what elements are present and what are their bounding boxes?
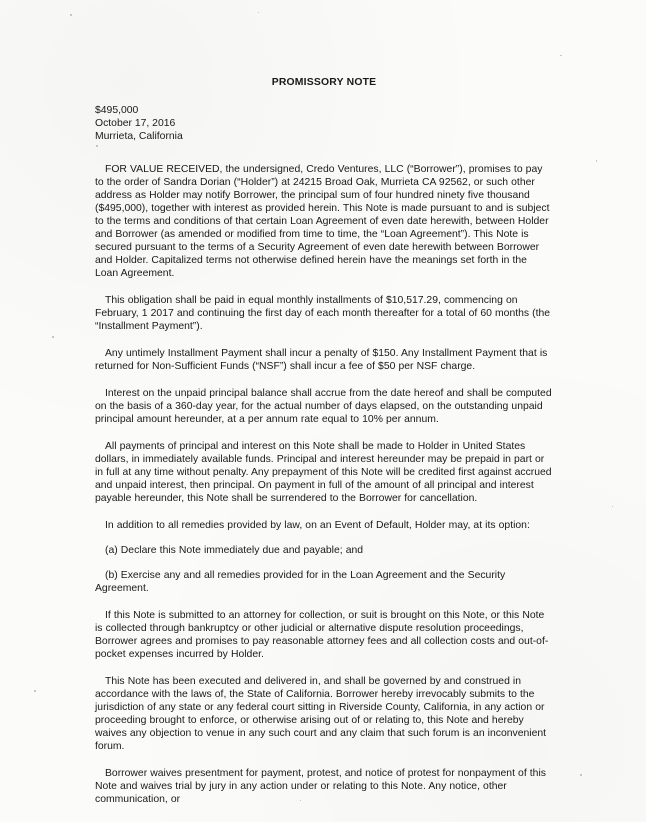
note-location: Murrieta, California <box>95 131 183 142</box>
scan-speck <box>52 336 54 338</box>
paragraph-remedies-intro: In addition to all remedies provided by law, on an Event of Default, Holder may, at its option: <box>105 520 530 531</box>
scan-speck <box>612 506 613 507</box>
note-body <box>95 76 553 820</box>
paragraph-payments: All payments of principal and interest on this Note shall be made to Holder in United States dollars, in immediately available funds. Principal and interest hereunder may be prepaid in part or in full at any time without penalty. Any prepayment of this Note will be credited first against accrued and unpaid interest, then principal. On payment in full of the amount of all principal and interest payable hereunder, this Note shall be surrendered to the Borrower for cancellation. <box>95 441 552 504</box>
paragraph-waivers: Borrower waives presentment for payment, protest, and notice of protest for nonpayment of this Note and waives trial by jury in any action under or relating to this Note. Any notice, other communication, or <box>95 768 546 805</box>
remedy-item-b: (b) Exercise any and all remedies provided for in the Loan Agreement and the Security Agreement. <box>95 570 506 594</box>
scan-speck <box>70 14 72 16</box>
paragraph-penalties: Any untimely Installment Payment shall incur a penalty of $150. Any Installment Payment that is returned for Non-Sufficient Funds (“NSF”) shall incur a fee of $50 per NSF charge. <box>95 348 548 372</box>
scan-speck <box>596 160 597 162</box>
note-header <box>95 104 553 143</box>
paragraph-value-received: FOR VALUE RECEIVED, the undersigned, Credo Ventures, LLC (“Borrower”), promises to pay to the order of Sandra Dorian (“Holder”) at 24215 Broad Oak, Murrieta CA 92562, or such other address as Holder may notify Borrower, the principal sum of four hundred ninety five thousand ($495,000), together with interest as provided herein. This Note is made pursuant to and is subject to the terms and conditions of that certain Loan Agreement of even date herewith, between Holder and Borrower (as amended or modified from time to time, the “Loan Agreement”). This Note is secured pursuant to the terms of a Security Agreement of even date herewith between Borrower and Holder. Capitalized terms not otherwise defined herein have the meanings set forth in the Loan Agreement. <box>95 164 550 279</box>
scan-speck <box>560 55 562 56</box>
principal-amount: $495,000 <box>95 105 139 116</box>
scan-speck <box>258 12 259 13</box>
scan-speck <box>34 690 36 692</box>
paragraph-installments: This obligation shall be paid in equal monthly installments of $10,517.29, commencing on February, 1 2017 and continuing the first day of each month thereafter for a total of 60 months (the “Installment Payment”). <box>95 295 551 332</box>
note-date: October 17, 2016 <box>95 118 176 129</box>
paragraph-interest: Interest on the unpaid principal balance shall accrue from the date hereof and shall be computed on the basis of a 360-day year, for the actual number of days elapsed, on the outstanding unpaid principal amount hereunder, at a per annum rate equal to 10% per annum. <box>95 388 552 425</box>
document-title: PROMISSORY NOTE <box>271 77 377 88</box>
paragraph-collection-costs: If this Note is submitted to an attorney for collection, or suit is brought on this Note, or this Note is collected through bankruptcy or other judicial or alternative dispute resolution proceedings, Borrower agrees and promises to pay reasonable attorney fees and all collection costs and out-of-pocket expenses incurred by Holder. <box>95 610 549 660</box>
scan-speck <box>580 774 582 776</box>
paragraph-governing-law: This Note has been executed and delivered in, and shall be governed by and construed in accordance with the laws of, the State of California. Borrower hereby irrevocably submits to the jurisdiction of any state or any federal court sitting in Riverside County, California, in any action or proceeding brought to enforce, or otherwise arising out of or relating to, this Note and hereby waives any objection to venue in any such court and any claim that such forum is an inconvenient forum. <box>95 676 547 752</box>
remedy-item-a: (a) Declare this Note immediately due and payable; and <box>105 545 364 556</box>
